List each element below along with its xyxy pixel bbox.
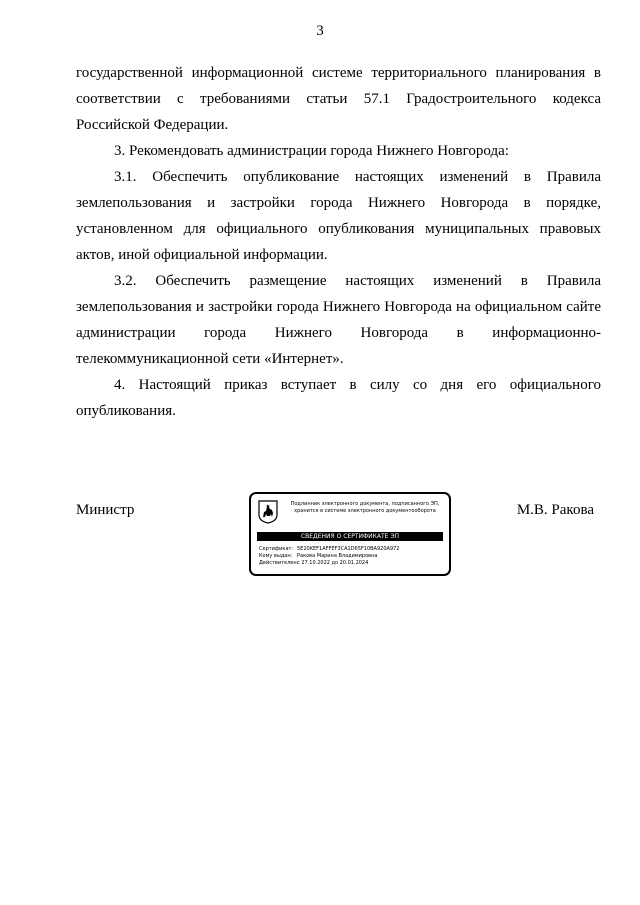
certificate-label: Сертификат:	[259, 546, 294, 552]
deer-emblem-icon	[258, 500, 278, 524]
validity-label: Действителен:	[259, 560, 299, 566]
issued-to-label: Кому выдан:	[259, 553, 293, 559]
stamp-header-line-2: хранится в системе электронного документооборота	[294, 508, 436, 514]
issued-to-row	[259, 553, 447, 560]
paragraph-item-4: 4. Настоящий приказ вступает в силу со дня его официального опубликования.	[76, 377, 601, 419]
paragraph-continuation: государственной информационной системе территориального планирования в соответствии с требованиями статьи 57.1 Градостроительного кодекса Российской Федерации.	[76, 65, 601, 133]
signer-name: М.В. Ракова	[516, 502, 594, 518]
stamp-details	[259, 546, 447, 567]
electronic-signature-stamp	[249, 492, 451, 576]
signer-position: Министр	[76, 502, 135, 518]
paragraph-item-3: 3. Рекомендовать администрации города Нижнего Новгорода:	[114, 143, 509, 159]
page-number: 3	[316, 23, 324, 39]
validity-row	[259, 560, 447, 567]
issued-to-value: Ракова Марина Владимировна	[297, 553, 378, 559]
paragraph-item-3-2: 3.2. Обеспечить размещение настоящих изменений в Правила землепользования и застройки города Нижнего Новгорода на официальном сайте администрации города Нижнего Новгорода в информационно-телекоммуникационной сети «Интернет».	[76, 273, 601, 367]
document-body	[76, 60, 601, 424]
validity-value: с 27.10.2022 до 20.01.2024	[297, 560, 369, 566]
certificate-value: 5E20KEF1AFFEF3CA1D65F10BA920A972	[297, 546, 400, 552]
stamp-title: СВЕДЕНИЯ О СЕРТИФИКАТЕ ЭП	[257, 532, 443, 541]
certificate-row	[259, 546, 447, 553]
stamp-header-line-1: Подлинник электронного документа, подписанного ЭП,	[290, 501, 440, 507]
stamp-header	[281, 501, 449, 515]
paragraph-item-3-1: 3.1. Обеспечить опубликование настоящих изменений в Правила землепользования и застройки города Нижнего Новгорода в порядке, установленном для официального опубликования муниципальных правовых актов, иной официальной информации.	[76, 169, 601, 263]
